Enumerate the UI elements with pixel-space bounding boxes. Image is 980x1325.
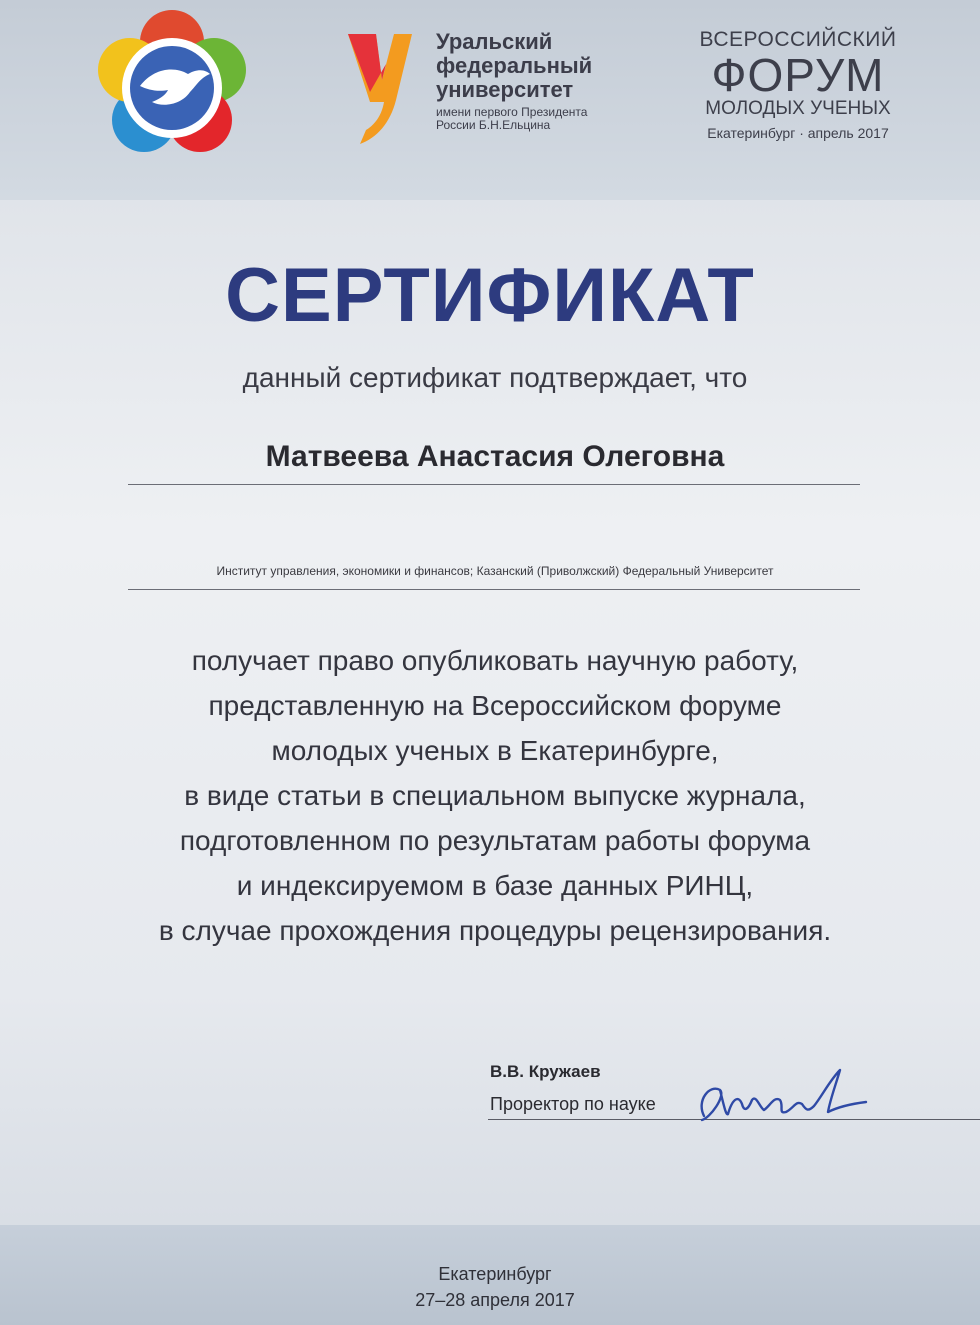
urfu-logo-mark	[342, 30, 418, 146]
body-line: молодых ученых в Екатеринбурге,	[271, 735, 719, 766]
body-line: получает право опубликовать научную работу,	[191, 645, 799, 676]
handwritten-signature	[690, 1060, 880, 1140]
urfu-logo-text	[436, 30, 626, 132]
forum-logo-line: МОЛОДЫХ УЧЕНЫХ	[705, 98, 891, 119]
body-line: и индексируемом в базе данных РИНЦ,	[236, 870, 754, 901]
body-line: представленную на Всероссийском форуме	[208, 690, 782, 721]
forum-logo	[688, 28, 908, 144]
confirm-text: данный сертификат подтверждает, что	[242, 362, 748, 393]
certificate-body	[0, 638, 980, 953]
body-line: в виде статьи в специальном выпуске журнала,	[184, 780, 806, 811]
festival-emblem-logo	[92, 8, 252, 168]
urfu-name-line: Уральский	[436, 29, 553, 54]
body-line: подготовленном по результатам работы форума	[179, 825, 811, 856]
forum-logo-line: ФОРУМ	[711, 49, 885, 101]
urfu-name-line: университет	[436, 77, 574, 102]
body-line: в случае прохождения процедуры рецензирования.	[158, 915, 832, 946]
recipient-name: Матвеева Анастасия Олеговна	[265, 440, 725, 473]
urfu-sub-line: России Б.Н.Ельцина	[436, 118, 551, 132]
organization-underline	[128, 589, 860, 590]
certificate-title: СЕРТИФИКАТ	[225, 253, 755, 338]
footer-dates: 27–28 апреля 2017	[415, 1290, 575, 1310]
recipient-underline	[128, 484, 860, 485]
forum-logo-line: Екатеринбург · апрель 2017	[707, 125, 889, 141]
footer-city: Екатеринбург	[438, 1264, 552, 1284]
signatory-position: Проректор по науке	[490, 1094, 656, 1114]
urfu-name-line: федеральный	[436, 53, 593, 78]
urfu-sub-line: имени первого Президента	[436, 105, 588, 119]
recipient-organization: Институт управления, экономики и финансов; Казанский (Приволжский) Федеральный Университет	[216, 564, 774, 578]
forum-logo-line: ВСЕРОССИЙСКИЙ	[699, 28, 897, 51]
signatory-name: В.В. Кружаев	[490, 1062, 601, 1081]
